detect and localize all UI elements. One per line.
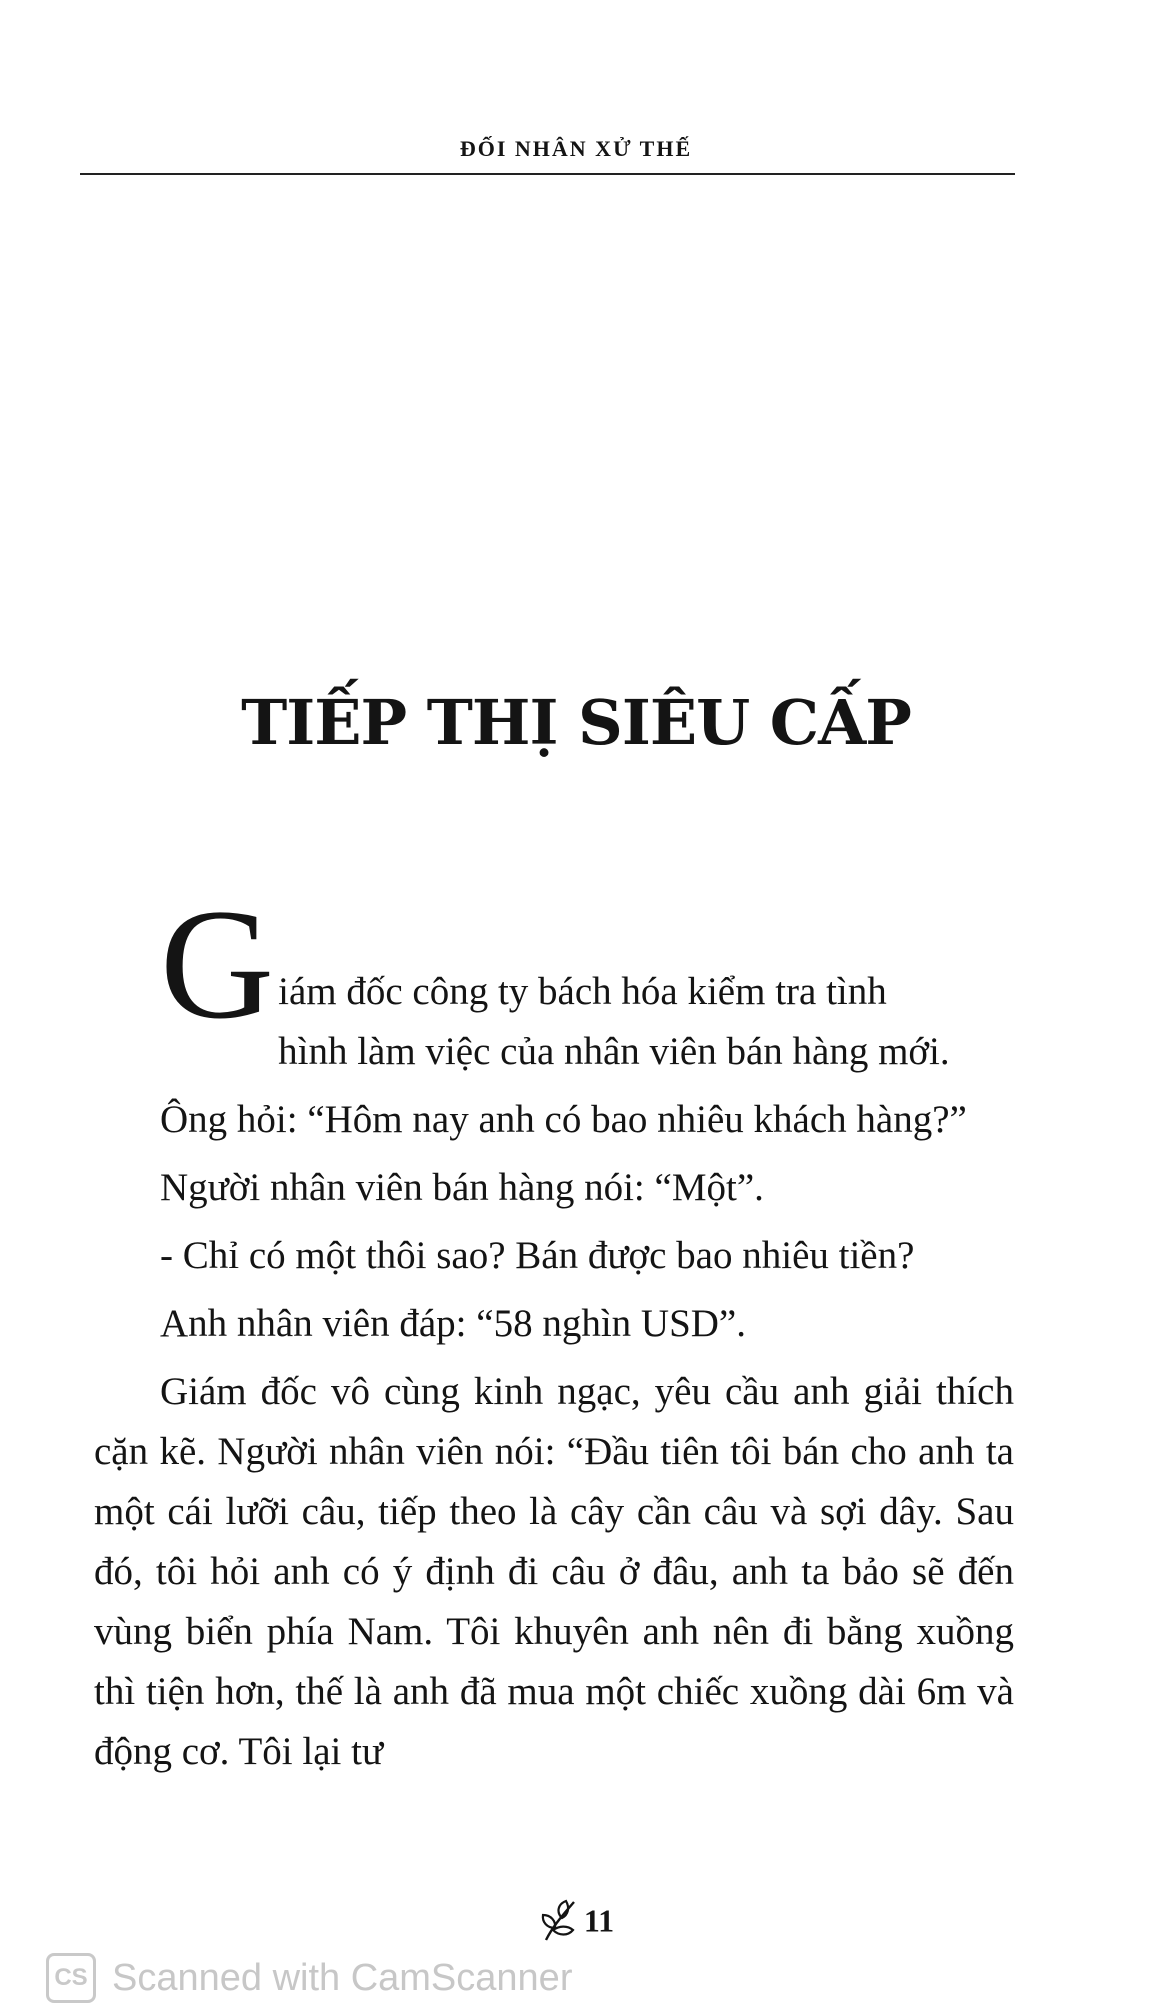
paragraph-3: Người nhân viên bán hàng nói: “Một”. [160,1166,764,1209]
leaf-icon [538,1898,580,1950]
page-footer [0,1898,1152,1950]
paragraph-4: - Chỉ có một thôi sao? Bán được bao nhiêu tiền? [160,1234,915,1277]
watermark-text: Scanned with CamScanner [112,1956,573,1999]
body-text [94,877,1014,1782]
camscanner-logo: CS [46,1953,96,2003]
drop-cap: G [160,877,275,1052]
scanner-watermark [46,1950,572,2006]
header-rule [80,173,1015,175]
page-number: 11 [583,1902,615,1939]
paragraph-1-rest: hình làm việc của nhân viên bán hàng mới. [278,1030,950,1073]
paragraph-5: Anh nhân viên đáp: “58 nghìn USD”. [160,1302,746,1345]
running-header: ĐỐI NHÂN XỬ THẾ [459,136,693,161]
paragraph-1-line-1: iám đốc công ty bách hóa kiểm tra tình [278,970,887,1013]
paragraph-6: Giám đốc vô cùng kinh ngạc, yêu cầu anh giải thích cặn kẽ. Người nhân viên nói: “Đầu tiên tôi bán cho anh ta một cái lưỡi câu, tiếp theo là cây cần câu và sợi dây. Sau đó, tôi hỏi anh có ý định đi câu ở đâu, anh ta bảo sẽ đến vùng biển phía Nam. Tôi khuyên anh nên đi bằng xuồng thì tiện hơn, thế là anh đã mua một chiếc xuồng dài 6m và động cơ. Tôi lại tư [94,1370,1014,1773]
chapter-title: TIẾP THỊ SIÊU CẤP [241,686,911,759]
paragraph-2: Ông hỏi: “Hôm nay anh có bao nhiêu khách hàng?” [160,1098,967,1141]
paragraph-1 [94,877,1014,1082]
